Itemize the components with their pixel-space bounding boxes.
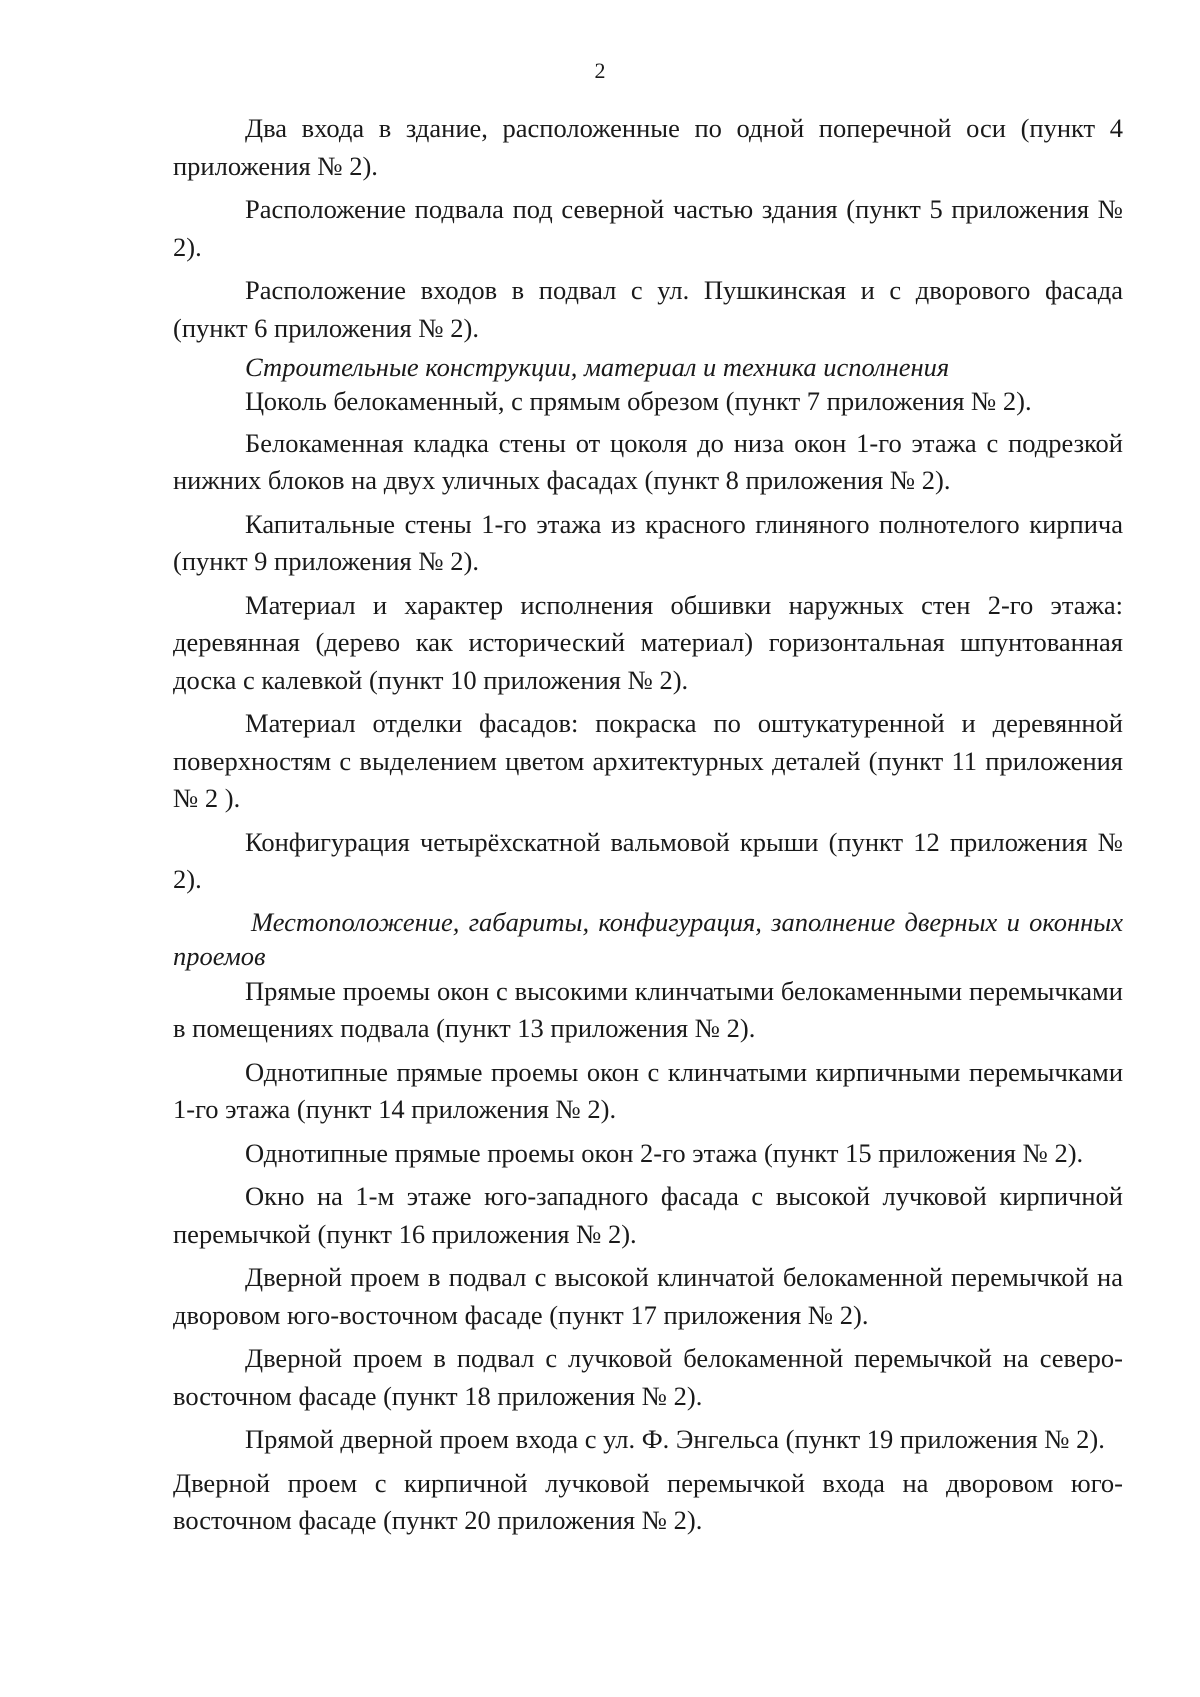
paragraph: Белокаменная кладка стены от цоколя до низа окон 1-го этажа с подрезкой нижних блоков на двух уличных фасадах (пункт 8 приложения № 2). xyxy=(173,427,1123,495)
paragraph: Дверной проем в подвал с лучковой белокаменной перемычкой на северо-восточном фасаде (пункт 18 приложения № 2). xyxy=(173,1343,1123,1411)
paragraph: Однотипные прямые проемы окон с клинчатыми кирпичными перемычками 1-го этажа (пункт 14 приложения № 2). xyxy=(173,1056,1123,1124)
paragraph: Конфигурация четырёхскатной вальмовой крыши (пункт 12 приложения № 2). xyxy=(173,826,1123,894)
section-heading: Местоположение, габариты, конфигурация, заполнение дверных и оконных проемов xyxy=(173,906,1123,971)
paragraph: Два входа в здание, расположенные по одной поперечной оси (пункт 4 приложения № 2). xyxy=(173,113,1123,181)
paragraph: Расположение входов в подвал с ул. Пушкинская и с дворового фасада (пункт 6 приложения № 2). xyxy=(173,275,1123,343)
section-heading: Строительные конструкции, материал и техника исполнения xyxy=(245,352,950,382)
paragraph: Цоколь белокаменный, с прямым обрезом (пункт 7 приложения № 2). xyxy=(245,386,1032,416)
paragraph: Материал и характер исполнения обшивки наружных стен 2-го этажа: деревянная (дерево как исторический материал) горизонтальная шпунтованная доска с калевкой (пункт 10 приложения № 2). xyxy=(173,589,1123,695)
paragraph: Однотипные прямые проемы окон 2-го этажа (пункт 15 приложения № 2). xyxy=(245,1137,1084,1168)
paragraph: Прямой дверной проем входа с ул. Ф. Энгельса (пункт 19 приложения № 2). xyxy=(245,1424,1105,1454)
paragraph: Дверной проем в подвал с высокой клинчатой белокаменной перемычкой на дворовом юго-восточном фасаде (пункт 17 приложения № 2). xyxy=(173,1262,1123,1330)
paragraph: Прямые проемы окон с высокими клинчатыми белокаменными перемычками в помещениях подвала (пункт 13 приложения № 2). xyxy=(173,975,1123,1043)
paragraph: Материал отделки фасадов: покраска по оштукатуренной и деревянной поверхностям с выделением цветом архитектурных деталей (пункт 11 приложения № 2 ). xyxy=(173,708,1123,813)
paragraph: Капитальные стены 1-го этажа из красного глиняного полнотелого кирпича (пункт 9 приложения № 2). xyxy=(173,508,1123,576)
paragraph: Дверной проем с кирпичной лучковой перемычкой входа на дворовом юго-восточном фасаде (пункт 20 приложения № 2). xyxy=(173,1467,1123,1535)
paragraph: Окно на 1-м этаже юго-западного фасада с высокой лучковой кирпичной перемычкой (пункт 16 приложения № 2). xyxy=(173,1181,1123,1249)
paragraph: Расположение подвала под северной частью здания (пункт 5 приложения № 2). xyxy=(173,194,1123,262)
document-body xyxy=(173,110,1123,1540)
page-number: 2 xyxy=(594,58,606,83)
